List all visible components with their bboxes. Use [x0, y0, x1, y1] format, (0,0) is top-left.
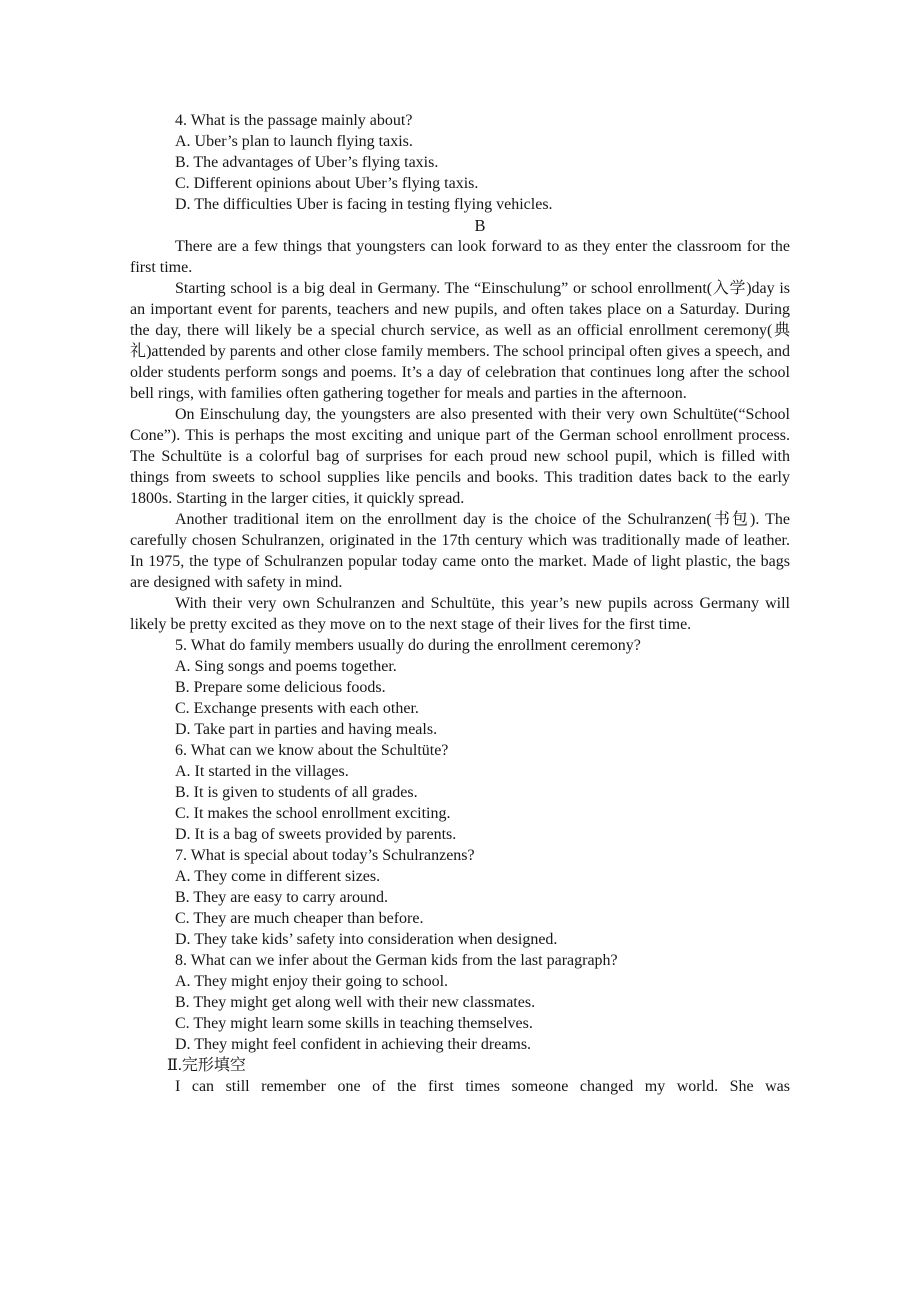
passage-paragraph-3: On Einschulung day, the youngsters are also presented with their very own Schultüte(“School Cone”). This is perhaps the most exciting and unique part of the German school enrollment process. The Schultüte is a colorful bag of surprises for each proud new school pupil, which is filled with things from sweets to school supplies like pencils and books. This tradition dates back to the early 1800s. Starting in the larger cities, it quickly spread. — [130, 406, 790, 507]
question-6-option-c: C. It makes the school enrollment exciting. — [175, 805, 451, 822]
question-7-text: 7. What is special about today’s Schulranzens? — [175, 847, 475, 864]
question-7-block — [130, 845, 790, 950]
question-6-option-b: B. It is given to students of all grades. — [175, 784, 418, 801]
question-4-option-d: D. The difficulties Uber is facing in testing flying vehicles. — [175, 196, 553, 213]
question-8-block — [130, 950, 790, 1055]
passage-paragraph-5: With their very own Schulranzen and Schultüte, this year’s new pupils across Germany will likely be pretty excited as they move on to the next stage of their lives for the first time. — [130, 595, 790, 633]
question-7-option-b: B. They are easy to carry around. — [175, 889, 388, 906]
question-6-block — [130, 740, 790, 845]
question-7-option-d: D. They take kids’ safety into consideration when designed. — [175, 931, 558, 948]
question-7-option-c: C. They are much cheaper than before. — [175, 910, 424, 927]
question-8-option-c: C. They might learn some skills in teaching themselves. — [175, 1015, 533, 1032]
passage-paragraph-1: There are a few things that youngsters can look forward to as they enter the classroom for the first time. — [130, 238, 790, 276]
question-4-text: 4. What is the passage mainly about? — [175, 112, 413, 129]
cloze-intro-line: I can still remember one of the first times someone changed my world. She was — [175, 1078, 790, 1095]
cloze-section-heading: Ⅱ.完形填空 — [167, 1057, 246, 1074]
question-8-option-a: A. They might enjoy their going to school. — [175, 973, 449, 990]
question-5-option-d: D. Take part in parties and having meals. — [175, 721, 438, 738]
passage-paragraph-4: Another traditional item on the enrollment day is the choice of the Schulranzen(书包). The carefully chosen Schulranzen, originated in the 17th century which was traditionally made of leather. In 1975, the type of Schulranzen popular today came onto the market. Made of light plastic, the bags are designed with safety in mind. — [130, 511, 790, 591]
question-8-option-b: B. They might get along well with their new classmates. — [175, 994, 536, 1011]
question-5-text: 5. What do family members usually do during the enrollment ceremony? — [175, 637, 641, 654]
question-4-option-a: A. Uber’s plan to launch flying taxis. — [175, 133, 413, 150]
question-8-text: 8. What can we infer about the German kids from the last paragraph? — [175, 952, 618, 969]
question-4-option-c: C. Different opinions about Uber’s flying taxis. — [175, 175, 479, 192]
question-6-option-d: D. It is a bag of sweets provided by parents. — [175, 826, 457, 843]
passage-paragraph-2: Starting school is a big deal in Germany. The “Einschulung” or school enrollment(入学)day is an important event for parents, teachers and new pupils, and often takes place on a Saturday. During the day, there will likely be a special church service, as well as an official enrollment ceremony(典礼)attended by parents and other close family members. The school principal often gives a speech, and older students perform songs and poems. It’s a day of celebration that continues long after the school bell rings, with families often gathering together for meals and parties in the afternoon. — [130, 280, 790, 402]
question-5-option-c: C. Exchange presents with each other. — [175, 700, 419, 717]
passage-b-label: B — [474, 216, 486, 235]
question-4-block — [130, 110, 790, 215]
question-5-option-b: B. Prepare some delicious foods. — [175, 679, 386, 696]
question-4-option-b: B. The advantages of Uber’s flying taxis. — [175, 154, 439, 171]
question-5-option-a: A. Sing songs and poems together. — [175, 658, 397, 675]
question-5-block — [130, 635, 790, 740]
question-8-option-d: D. They might feel confident in achieving their dreams. — [175, 1036, 532, 1053]
question-6-text: 6. What can we know about the Schultüte? — [175, 742, 449, 759]
question-6-option-a: A. It started in the villages. — [175, 763, 349, 780]
document-page — [130, 110, 790, 1097]
question-7-option-a: A. They come in different sizes. — [175, 868, 381, 885]
